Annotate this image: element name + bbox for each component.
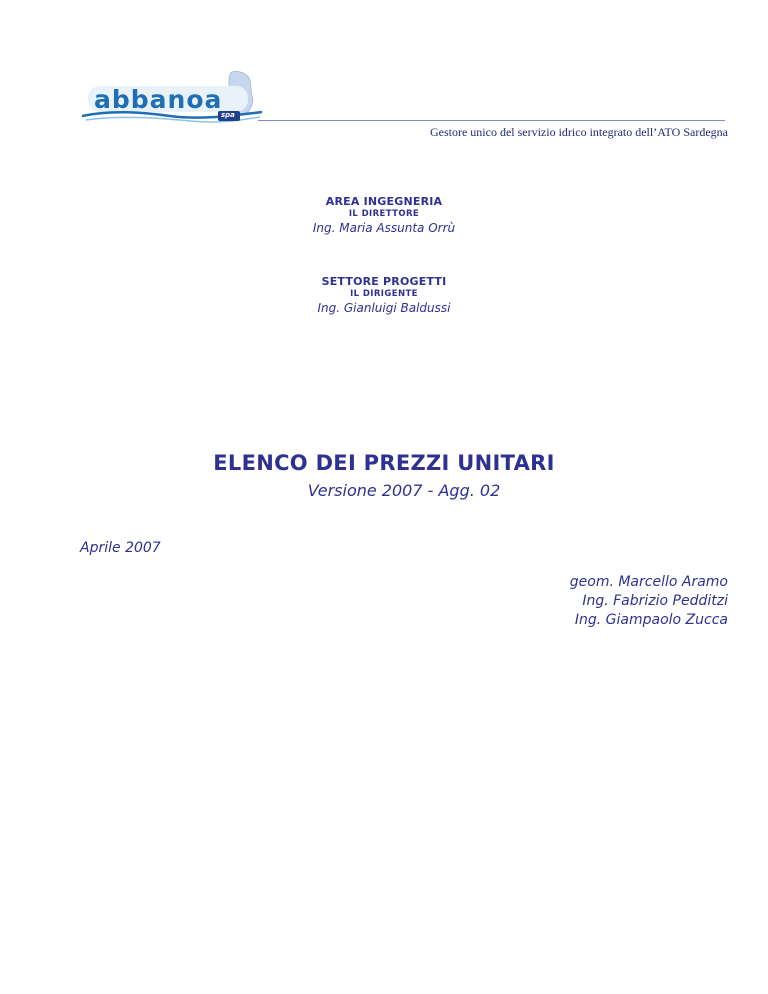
settore-block bbox=[0, 275, 768, 316]
document-title: ELENCO DEI PREZZI UNITARI bbox=[213, 451, 555, 475]
abbanoa-logo bbox=[80, 70, 265, 132]
area-block bbox=[0, 195, 768, 236]
author-name: Ing. Giampaolo Zucca bbox=[574, 612, 728, 628]
authors-list bbox=[570, 573, 728, 630]
settore-heading: SETTORE PROGETTI bbox=[321, 275, 447, 288]
logo-wordmark: abbanoa bbox=[94, 85, 223, 114]
area-role: IL DIRETTORE bbox=[348, 209, 420, 219]
document-date: Aprile 2007 bbox=[80, 540, 161, 556]
settore-role: IL DIRIGENTE bbox=[350, 289, 418, 299]
area-person: Ing. Maria Assunta Orrù bbox=[312, 221, 456, 235]
header-rule bbox=[258, 120, 725, 121]
area-heading: AREA INGEGNERIA bbox=[325, 195, 443, 208]
settore-person: Ing. Gianluigi Baldussi bbox=[317, 301, 451, 315]
author-name: Ing. Fabrizio Pedditzi bbox=[582, 593, 728, 609]
company-tagline: Gestore unico del servizio idrico integrato dell’ATO Sardegna bbox=[429, 125, 728, 139]
document-version: Versione 2007 - Agg. 02 bbox=[307, 481, 501, 500]
logo-spa: spa bbox=[221, 111, 235, 119]
author-name: geom. Marcello Aramo bbox=[569, 574, 728, 590]
